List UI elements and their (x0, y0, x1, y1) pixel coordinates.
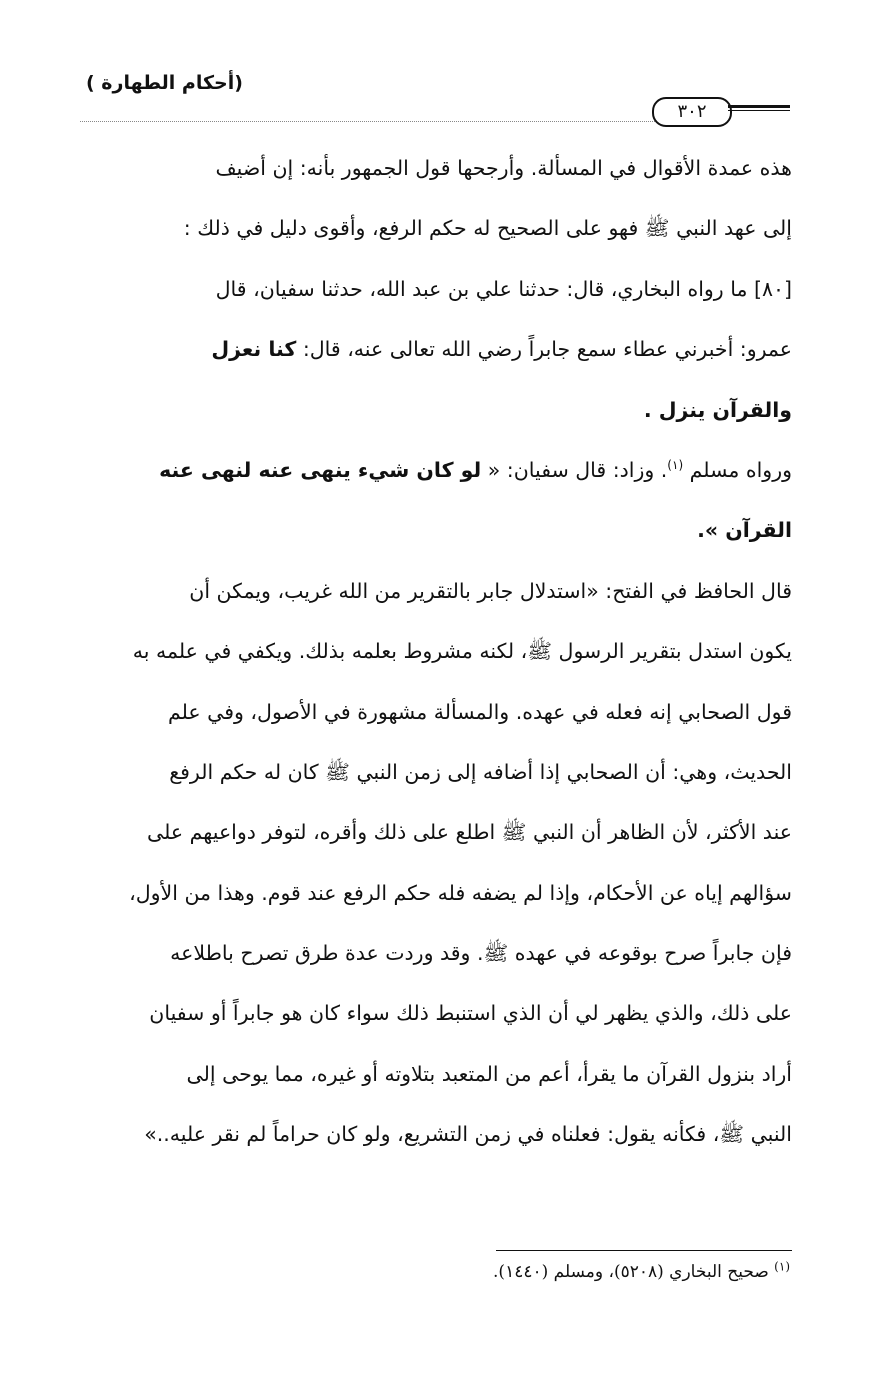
body-text (76, 138, 792, 1165)
text-line: قال الحافظ في الفتح: «استدلال جابر بالتقرير من الله غريب، ويمكن أن (189, 578, 792, 603)
text-line: سؤالهم إياه عن الأحكام، وإذا لم يضفه فله حكم الرفع عند قوم. وهذا من الأول، (129, 880, 792, 905)
header-rule-left (80, 121, 655, 122)
text-line: عند الأكثر، لأن الظاهر أن النبي ﷺ اطلع على ذلك وأقره، لتوفر دواعيهم على (147, 820, 792, 845)
page-number: ٣٠٢ (652, 97, 732, 127)
text-line: على ذلك، والذي يظهر لي أن الذي استنبط ذلك سواء كان هو جابراً أو سفيان (149, 1001, 792, 1026)
footnote-separator (496, 1250, 792, 1251)
text-line: النبي ﷺ، فكأنه يقول: فعلناه في زمن التشريع، ولو كان حراماً لم نقر عليه..» (144, 1122, 792, 1147)
book-title: (أحكام الطهارة ) (86, 72, 243, 94)
text-line: عمرو: أخبرني عطاء سمع جابراً رضي الله تعالى عنه، قال: كنا نعزل (211, 337, 792, 362)
text-line: والقرآن ينزل . (643, 397, 792, 422)
footnote (300, 1259, 790, 1282)
text-line: [٨٠] ما رواه البخاري، قال: حدثنا علي بن عبد الله، حدثنا سفيان، قال (215, 276, 792, 301)
text-line: يكون استدل بتقرير الرسول ﷺ، لكنه مشروط بعلمه بذلك. ويكفي في علمه به (132, 639, 792, 664)
text-line: إلى عهد النبي ﷺ فهو على الصحيح له حكم الرفع، وأقوى دليل في ذلك : (183, 216, 792, 241)
footnote-marker: (١) (774, 1259, 790, 1274)
text-line: قول الصحابي إنه فعله في عهده. والمسألة مشهورة في الأصول، وفي علم (167, 699, 792, 724)
header-rule-right (728, 105, 790, 108)
text-line: أراد بنزول القرآن ما يقرأ، أعم من المتعبد بتلاوته أو غيره، مما يوحى إلى (186, 1061, 792, 1086)
header-rule-right-thin (728, 110, 790, 111)
text-line: هذه عمدة الأقوال في المسألة. وأرجحها قول الجمهور بأنه: إن أضيف (215, 156, 792, 180)
bold-quote-phrase: لو كان شيء ينهى عنه لنهى عنه (159, 457, 482, 482)
footnote-reference: (١) (667, 458, 684, 473)
text-line: فإن جابراً صرح بوقوعه في عهده ﷺ. وقد وردت عدة طرق تصرح باطلاعه (170, 941, 792, 966)
bold-hadith-phrase: كنا نعزل (211, 337, 297, 362)
text-line: القرآن ». (697, 518, 792, 543)
text-line: الحديث، وهي: أن الصحابي إذا أضافه إلى زمن النبي ﷺ كان له حكم الرفع (169, 759, 792, 784)
text-line: ورواه مسلم $^{(١)}$. وزاد: قال سفيان: « لو كان شيء ينهى عنه لنهى عنه (159, 457, 792, 482)
footnote-text: صحيح البخاري (٥٢٠٨)، ومسلم (١٤٤٠). (493, 1262, 769, 1282)
